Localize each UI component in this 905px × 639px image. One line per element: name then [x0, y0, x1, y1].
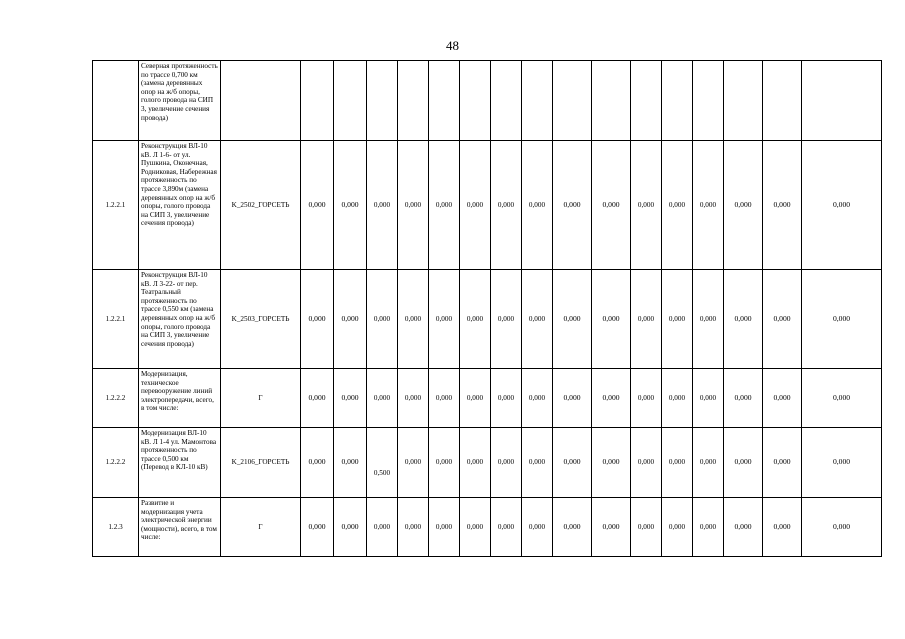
value-cell: 0,000 — [631, 498, 662, 557]
value-cell: 0,000 — [429, 141, 460, 270]
code-cell: Г — [221, 498, 301, 557]
table-row — [93, 141, 882, 270]
table-row — [93, 270, 882, 369]
value-cell — [693, 61, 724, 141]
value-cell — [429, 61, 460, 141]
row-id-cell: 1.2.2.1 — [93, 270, 139, 369]
value-cell: 0,000 — [693, 369, 724, 428]
value-cell: 0,000 — [592, 141, 631, 270]
value-cell: 0,000 — [662, 369, 693, 428]
value-cell: 0,000 — [693, 498, 724, 557]
value-cell: 0,000 — [301, 369, 334, 428]
value-cell: 0,000 — [522, 270, 553, 369]
row-id-cell — [93, 61, 139, 141]
value-cell: 0,000 — [662, 428, 693, 498]
value-cell: 0,000 — [662, 270, 693, 369]
value-cell: 0,000 — [301, 498, 334, 557]
value-cell: 0,000 — [724, 141, 763, 270]
value-cell — [491, 61, 522, 141]
value-cell: 0,000 — [763, 428, 802, 498]
description-cell: Модернизация ВЛ-10 кВ. Л 1-4 ул. Мамонтова протяженность по трассе 0,500 км (Перевод в КЛ-10 кВ) — [139, 428, 221, 498]
value-cell: 0,000 — [429, 428, 460, 498]
value-cell: 0,000 — [334, 428, 367, 498]
value-cell — [802, 61, 882, 141]
code-cell: K_2106_ГОРСЕТЬ — [221, 428, 301, 498]
description-cell: Северная протяженность по трассе 0,700 км (замена деревянных опор на ж/б опоры, голого провода на СИП 3, увеличение сечения провода) — [139, 61, 221, 141]
value-cell: 0,000 — [631, 270, 662, 369]
value-cell: 0,000 — [398, 498, 429, 557]
value-cell: 0,000 — [592, 270, 631, 369]
value-cell: 0,000 — [429, 498, 460, 557]
value-cell: 0,000 — [491, 141, 522, 270]
value-cell: 0,000 — [553, 270, 592, 369]
value-cell: 0,000 — [398, 270, 429, 369]
value-cell — [460, 61, 491, 141]
code-cell — [221, 61, 301, 141]
table-row — [93, 428, 882, 498]
value-cell: 0,000 — [724, 498, 763, 557]
value-cell: 0,000 — [553, 498, 592, 557]
value-cell: 0,000 — [802, 498, 882, 557]
value-cell: 0,000 — [631, 428, 662, 498]
table-row — [93, 369, 882, 428]
table-row — [93, 61, 882, 141]
code-cell: K_2502_ГОРСЕТЬ — [221, 141, 301, 270]
value-cell: 0,000 — [763, 369, 802, 428]
code-cell: Г — [221, 369, 301, 428]
value-cell: 0,000 — [429, 369, 460, 428]
value-cell — [367, 61, 398, 141]
value-cell — [301, 61, 334, 141]
value-cell: 0,000 — [491, 369, 522, 428]
value-cell: 0,000 — [301, 428, 334, 498]
value-cell — [398, 61, 429, 141]
data-table — [92, 60, 882, 557]
value-cell — [334, 61, 367, 141]
value-cell: 0,000 — [429, 270, 460, 369]
value-cell: 0,000 — [522, 498, 553, 557]
value-cell: 0,000 — [592, 369, 631, 428]
value-cell: 0,000 — [553, 141, 592, 270]
value-cell: 0,000 — [460, 498, 491, 557]
value-cell: 0,000 — [662, 141, 693, 270]
description-cell: Развитие и модернизация учета электрической энергии (мощности), всего, в том числе: — [139, 498, 221, 557]
value-cell: 0,000 — [631, 369, 662, 428]
value-cell — [724, 61, 763, 141]
value-cell — [763, 61, 802, 141]
value-cell — [367, 428, 398, 498]
value-cell — [662, 61, 693, 141]
value-cell: 0,000 — [398, 369, 429, 428]
value-cell: 0,000 — [763, 141, 802, 270]
value-cell: 0,000 — [398, 141, 429, 270]
code-cell: K_2503_ГОРСЕТЬ — [221, 270, 301, 369]
value-cell: 0,000 — [693, 428, 724, 498]
row-id-cell: 1.2.3 — [93, 498, 139, 557]
value-cell: 0,000 — [367, 270, 398, 369]
value-cell: 0,000 — [763, 270, 802, 369]
value-cell: 0,000 — [334, 369, 367, 428]
row-id-cell: 1.2.2.2 — [93, 428, 139, 498]
value-cell: 0,000 — [460, 141, 491, 270]
value-cell: 0,000 — [662, 498, 693, 557]
value-cell: 0,000 — [460, 428, 491, 498]
value-cell: 0,000 — [553, 428, 592, 498]
value-cell: 0,000 — [724, 369, 763, 428]
value-cell — [631, 61, 662, 141]
description-cell: Реконструкция ВЛ-10 кВ. Л 1-6- от ул. Пушкина, Оконечная, Родниковая, Набережная протяженность по трассе 3,890м (замена деревянных опор на ж/б опоры, голого провода на СИП 3, увеличение сечения провода) — [139, 141, 221, 270]
value-cell: 0,000 — [367, 498, 398, 557]
value-cell: 0,000 — [522, 141, 553, 270]
page-number: 48 — [446, 38, 459, 53]
value-cell: 0,000 — [460, 270, 491, 369]
value-cell — [553, 61, 592, 141]
value-cell: 0,000 — [802, 369, 882, 428]
value-cell-text: 0,500 — [373, 469, 391, 478]
table-row — [93, 498, 882, 557]
row-id-cell: 1.2.2.2 — [93, 369, 139, 428]
value-cell: 0,000 — [522, 369, 553, 428]
value-cell: 0,000 — [334, 498, 367, 557]
value-cell: 0,000 — [592, 428, 631, 498]
value-cell: 0,000 — [802, 270, 882, 369]
value-cell — [592, 61, 631, 141]
value-cell: 0,000 — [301, 141, 334, 270]
value-cell: 0,000 — [592, 498, 631, 557]
value-cell: 0,000 — [491, 498, 522, 557]
value-cell: 0,000 — [802, 428, 882, 498]
value-cell: 0,000 — [693, 270, 724, 369]
value-cell: 0,000 — [763, 498, 802, 557]
value-cell: 0,000 — [522, 428, 553, 498]
value-cell: 0,000 — [367, 369, 398, 428]
value-cell: 0,000 — [631, 141, 662, 270]
value-cell: 0,000 — [398, 428, 429, 498]
value-cell: 0,000 — [802, 141, 882, 270]
value-cell: 0,000 — [301, 270, 334, 369]
value-cell — [522, 61, 553, 141]
value-cell: 0,000 — [491, 428, 522, 498]
value-cell: 0,000 — [460, 369, 491, 428]
value-cell: 0,000 — [367, 141, 398, 270]
value-cell: 0,000 — [553, 369, 592, 428]
value-cell: 0,000 — [491, 270, 522, 369]
row-id-cell: 1.2.2.1 — [93, 141, 139, 270]
value-cell: 0,000 — [334, 270, 367, 369]
value-cell: 0,000 — [724, 428, 763, 498]
description-cell: Реконструкция ВЛ-10 кВ. Л 3-22- от пер. Театральный протяженность по трассе 0,550 км (замена деревянных опор на ж/б опоры, голого провода на СИП 3, увеличение сечения провода) — [139, 270, 221, 369]
value-cell: 0,000 — [724, 270, 763, 369]
value-cell: 0,000 — [334, 141, 367, 270]
value-cell: 0,000 — [693, 141, 724, 270]
description-cell: Модернизация, техническое перевооружение линий электропередачи, всего, в том числе: — [139, 369, 221, 428]
